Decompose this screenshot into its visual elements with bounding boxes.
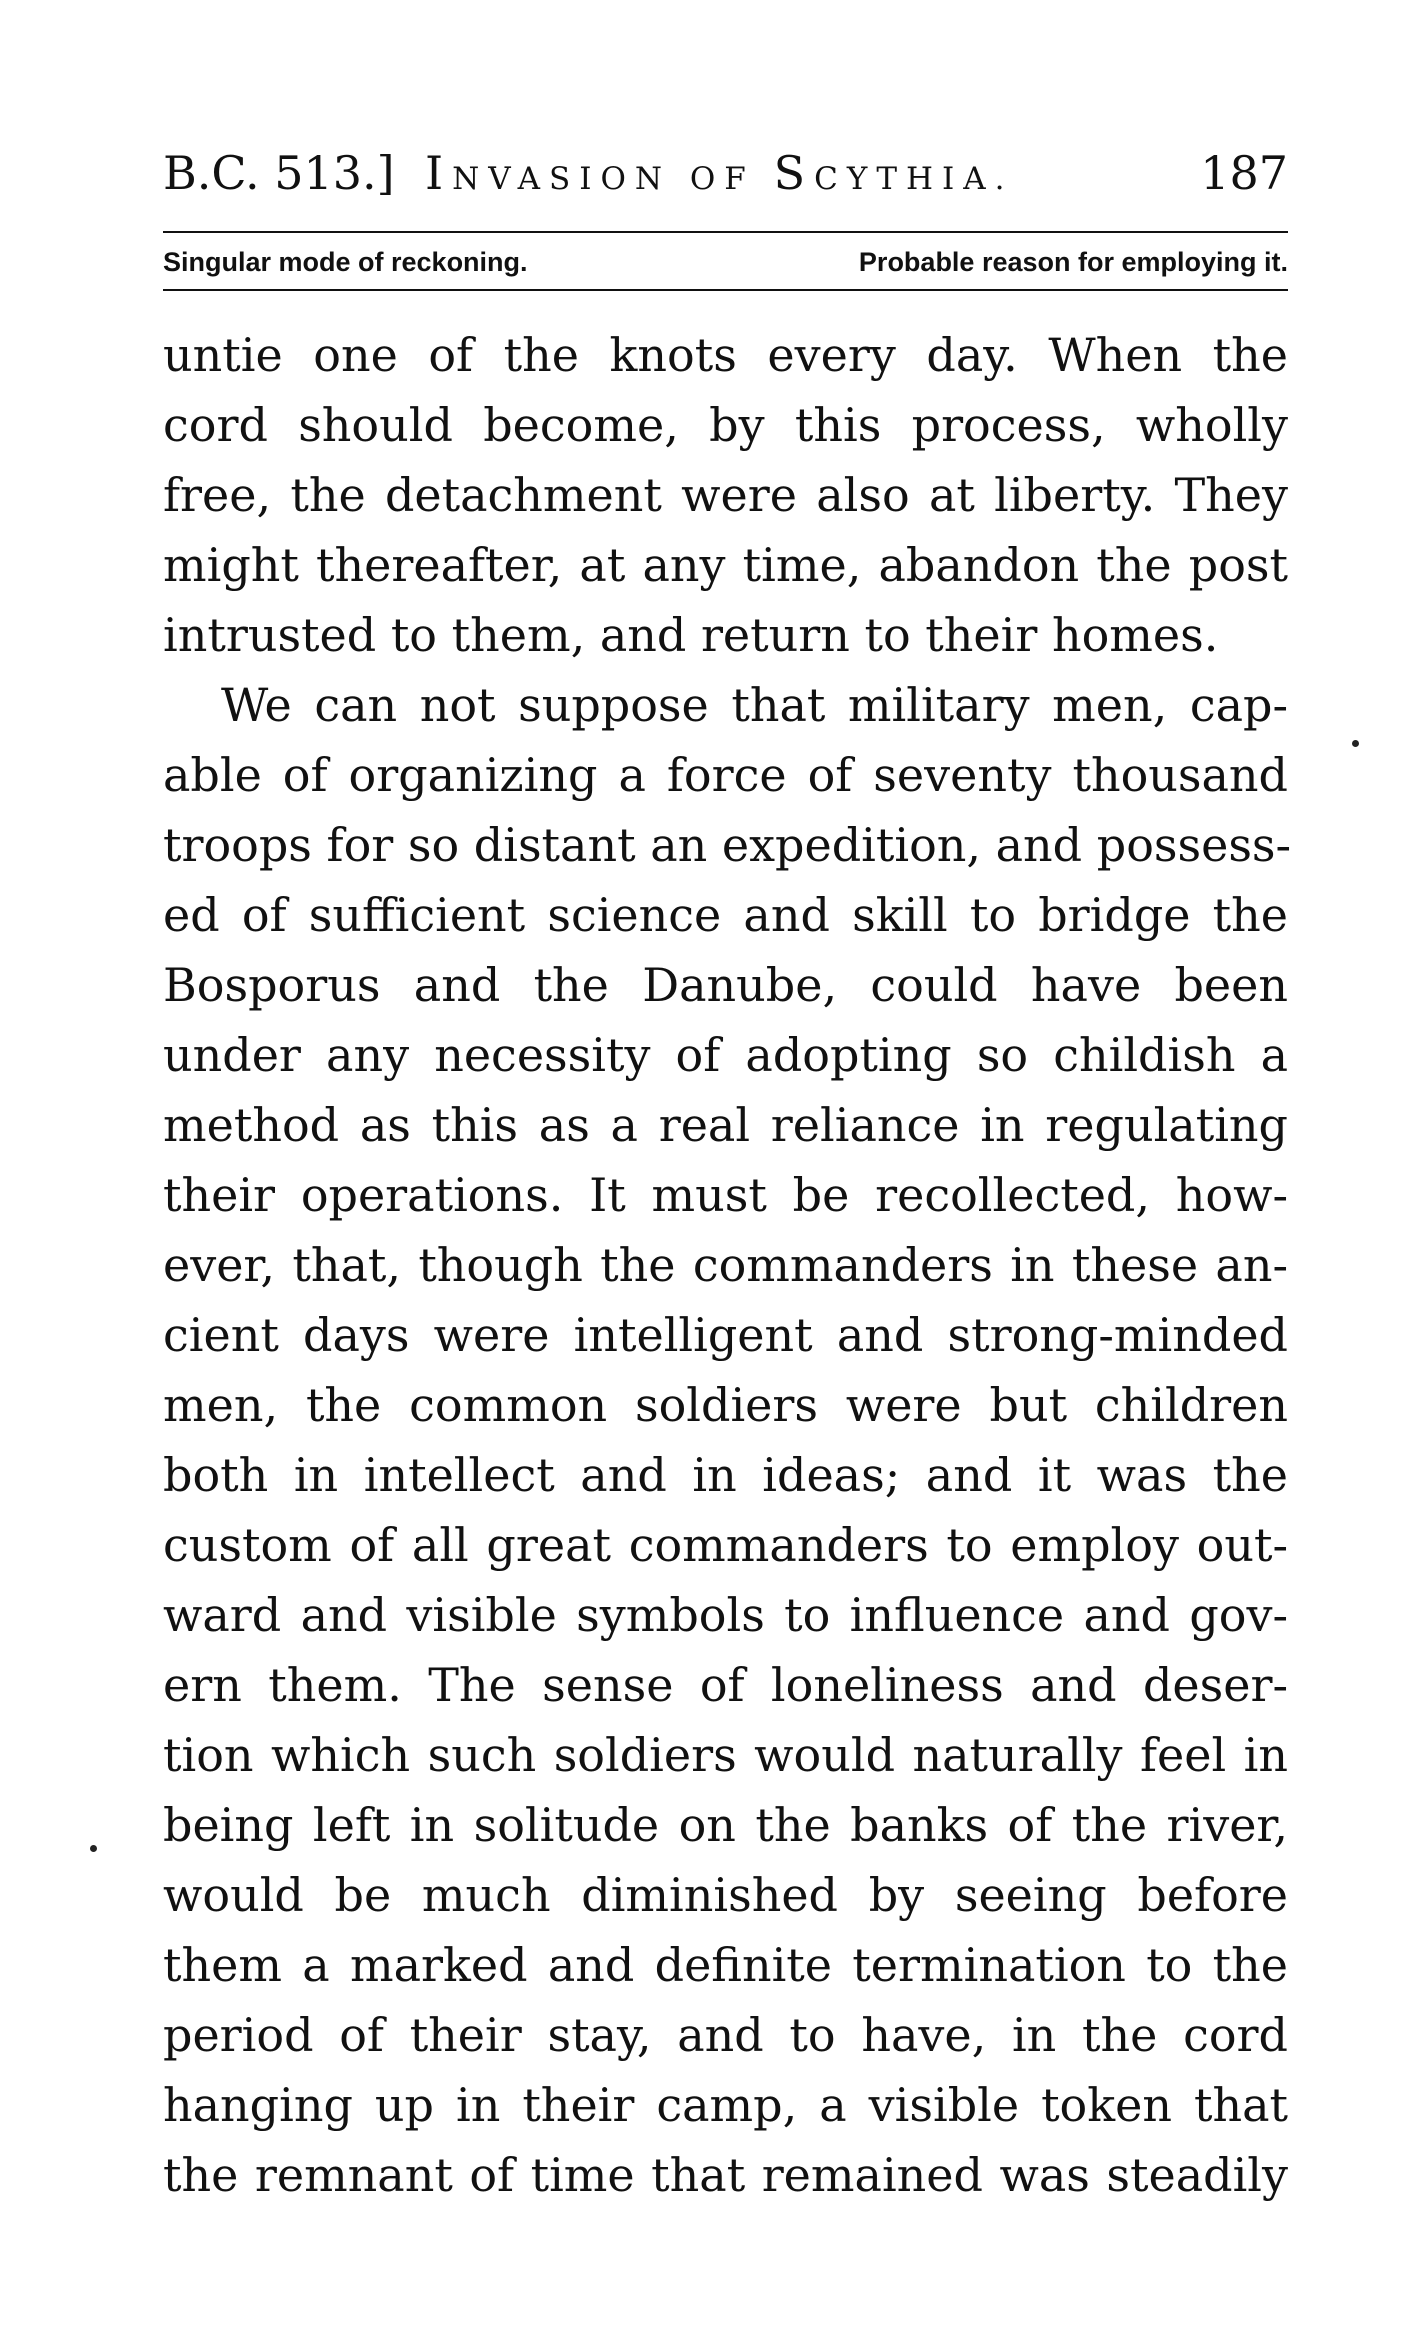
print-speck bbox=[1352, 740, 1359, 747]
text-line: method as this as a real reliance in regulating bbox=[163, 1098, 1288, 1152]
text-line: cord should become, by this process, wholly bbox=[163, 398, 1288, 452]
body-text bbox=[163, 320, 1292, 2210]
text-line: ward and visible symbols to influence and gov- bbox=[163, 1588, 1288, 1642]
text-line: cient days were intelligent and strong-minded bbox=[163, 1308, 1288, 1362]
text-line: both in intellect and in ideas; and it was the bbox=[163, 1448, 1288, 1502]
text-line: them a marked and definite termination to the bbox=[163, 1938, 1288, 1992]
text-line: might thereafter, at any time, abandon the post bbox=[163, 538, 1288, 592]
text-line: tion which such soldiers would naturally feel in bbox=[163, 1728, 1288, 1782]
subheader-left: Singular mode of reckoning. bbox=[163, 247, 528, 277]
marginal-subheader bbox=[163, 238, 1288, 286]
text-line: able of organizing a force of seventy thousand bbox=[163, 748, 1288, 802]
text-line: the remnant of time that remained was steadily bbox=[163, 2148, 1288, 2202]
text-line: would be much diminished by seeing before bbox=[163, 1868, 1288, 1922]
header-title-part: NVASION OF bbox=[452, 161, 774, 197]
text-line: period of their stay, and to have, in the cord bbox=[163, 2008, 1288, 2062]
text-line: ever, that, though the commanders in these an- bbox=[163, 1238, 1288, 1292]
page-number: 187 bbox=[1200, 146, 1288, 200]
text-line: free, the detachment were also at liberty. They bbox=[163, 468, 1288, 522]
text-line: ed of sufficient science and skill to bridge the bbox=[163, 888, 1288, 942]
text-line: under any necessity of adopting so childish a bbox=[163, 1028, 1288, 1082]
running-header bbox=[163, 138, 1288, 208]
header-title-part: CYTHIA. bbox=[814, 161, 1014, 197]
text-line: men, the common soldiers were but children bbox=[163, 1378, 1288, 1432]
text-line: being left in solitude on the banks of the river, bbox=[163, 1798, 1288, 1852]
header-title bbox=[425, 138, 1014, 214]
subheader-right: Probable reason for employing it. bbox=[858, 247, 1288, 277]
text-line: Bosporus and the Danube, could have been bbox=[163, 958, 1288, 1012]
header-rule-bottom bbox=[163, 289, 1288, 291]
text-line: custom of all great commanders to employ out- bbox=[163, 1518, 1288, 1572]
paragraph bbox=[163, 670, 1292, 2210]
text-line: hanging up in their camp, a visible token that bbox=[163, 2078, 1288, 2132]
paragraph bbox=[163, 320, 1288, 670]
header-year: B.C. 513.] bbox=[163, 146, 395, 200]
text-line: their operations. It must be recollected, how- bbox=[163, 1168, 1288, 1222]
text-line: ern them. The sense of loneliness and deser- bbox=[163, 1658, 1288, 1712]
text-line: We can not suppose that military men, cap- bbox=[221, 678, 1288, 732]
text-line: troops for so distant an expedition, and possess- bbox=[163, 818, 1292, 872]
text-line: untie one of the knots every day. When the bbox=[163, 328, 1288, 382]
header-title-part: S bbox=[773, 146, 815, 200]
header-rule-top bbox=[163, 231, 1288, 233]
print-speck bbox=[90, 1845, 97, 1852]
header-title-part: I bbox=[425, 146, 453, 200]
text-line: intrusted to them, and return to their homes. bbox=[163, 608, 1219, 662]
